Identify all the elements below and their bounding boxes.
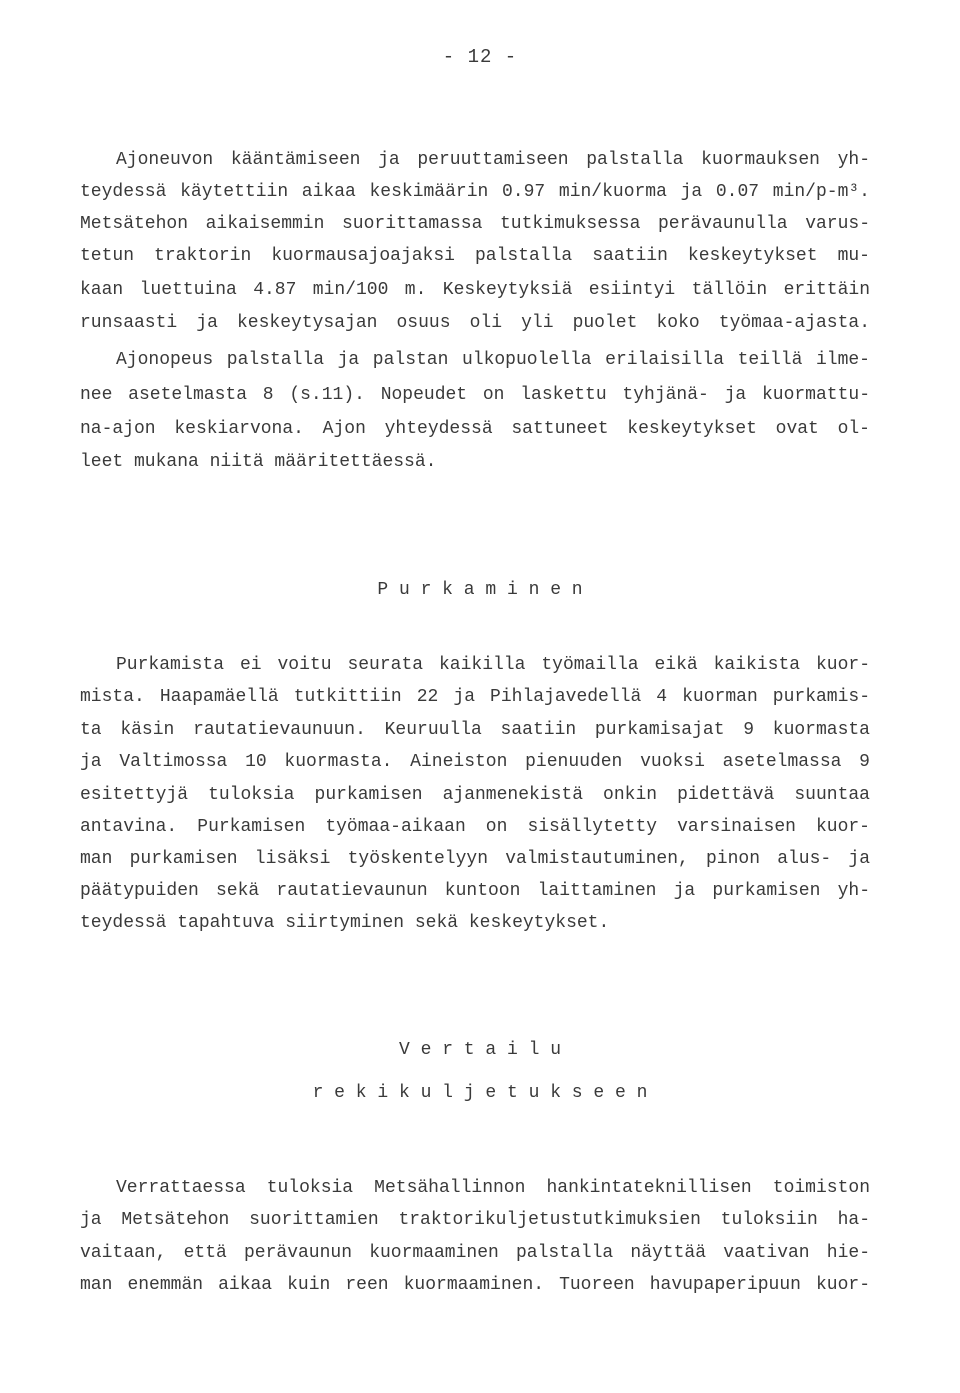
para3-line-6: antavina. Purkamisen työmaa-aikaan on sisällytetty varsinaisen kuor- bbox=[80, 817, 870, 837]
section-heading-rekikuljetukseen: r e k i k u l j e t u k s e e n bbox=[312, 1083, 648, 1103]
para1-line-1: Ajoneuvon kääntämiseen ja peruuttamiseen palstalla kuormauksen yh- bbox=[116, 150, 870, 170]
section-heading-purkaminen: P u r k a m i n e n bbox=[377, 580, 583, 600]
para2-line-4: leet mukana niitä määritettäessä. bbox=[80, 452, 437, 472]
para1-line-3: Metsätehon aikaisemmin suorittamassa tutkimuksessa perävaunulla varus- bbox=[80, 214, 870, 234]
para4-line-2: ja Metsätehon suorittamien traktorikuljetustutkimuksien tuloksiin ha- bbox=[80, 1210, 870, 1230]
para4-line-4: man enemmän aikaa kuin reen kuormaaminen. Tuoreen havupaperipuun kuor- bbox=[80, 1275, 870, 1295]
para2-line-3: na-ajon keskiarvona. Ajon yhteydessä sattuneet keskeytykset ovat ol- bbox=[80, 419, 870, 439]
para4-line-3: vaitaan, että perävaunun kuormaaminen palstalla näyttää vaativan hie- bbox=[80, 1243, 870, 1263]
para3-line-9: teydessä tapahtuva siirtyminen sekä keskeytykset. bbox=[80, 913, 610, 933]
para2-line-1: Ajonopeus palstalla ja palstan ulkopuolella erilaisilla teillä ilme- bbox=[116, 350, 870, 370]
para3-line-8: päätypuiden sekä rautatievaunun kuntoon laittaminen ja purkamisen yh- bbox=[80, 881, 870, 901]
para1-line-2: teydessä käytettiin aikaa keskimäärin 0.97 min/kuorma ja 0.07 min/p-m³. bbox=[80, 182, 870, 202]
para3-line-3: ta käsin rautatievaunuun. Keuruulla saatiin purkamisajat 9 kuormasta bbox=[80, 720, 870, 740]
para3-line-2: mista. Haapamäellä tutkittiin 22 ja Pihlajavedellä 4 kuorman purkamis- bbox=[80, 687, 870, 707]
para1-line-4: tetun traktorin kuormausajoajaksi palstalla saatiin keskeytykset mu- bbox=[80, 246, 870, 266]
page-number: - 12 - bbox=[442, 46, 518, 68]
section-heading-vertailu: V e r t a i l u bbox=[398, 1040, 562, 1060]
para3-line-1: Purkamista ei voitu seurata kaikilla työmailla eikä kaikista kuor- bbox=[116, 655, 870, 675]
para1-line-5: kaan luettuina 4.87 min/100 m. Keskeytyksiä esiintyi tällöin erittäin bbox=[80, 280, 870, 300]
para2-line-2: nee asetelmasta 8 (s.11). Nopeudet on laskettu tyhjänä- ja kuormattu- bbox=[80, 385, 870, 405]
para1-line-6: runsaasti ja keskeytysajan osuus oli yli puolet koko työmaa-ajasta. bbox=[80, 313, 870, 333]
para3-line-5: esitettyjä tuloksia purkamisen ajanmenekistä onkin pidettävä suuntaa bbox=[80, 785, 870, 805]
para4-line-1: Verrattaessa tuloksia Metsähallinnon hankintateknillisen toimiston bbox=[116, 1178, 870, 1198]
para3-line-4: ja Valtimossa 10 kuormasta. Aineiston pienuuden vuoksi asetelmassa 9 bbox=[80, 752, 870, 772]
para3-line-7: man purkamisen lisäksi työskentelyyn valmistautuminen, pinon alus- ja bbox=[80, 849, 870, 869]
